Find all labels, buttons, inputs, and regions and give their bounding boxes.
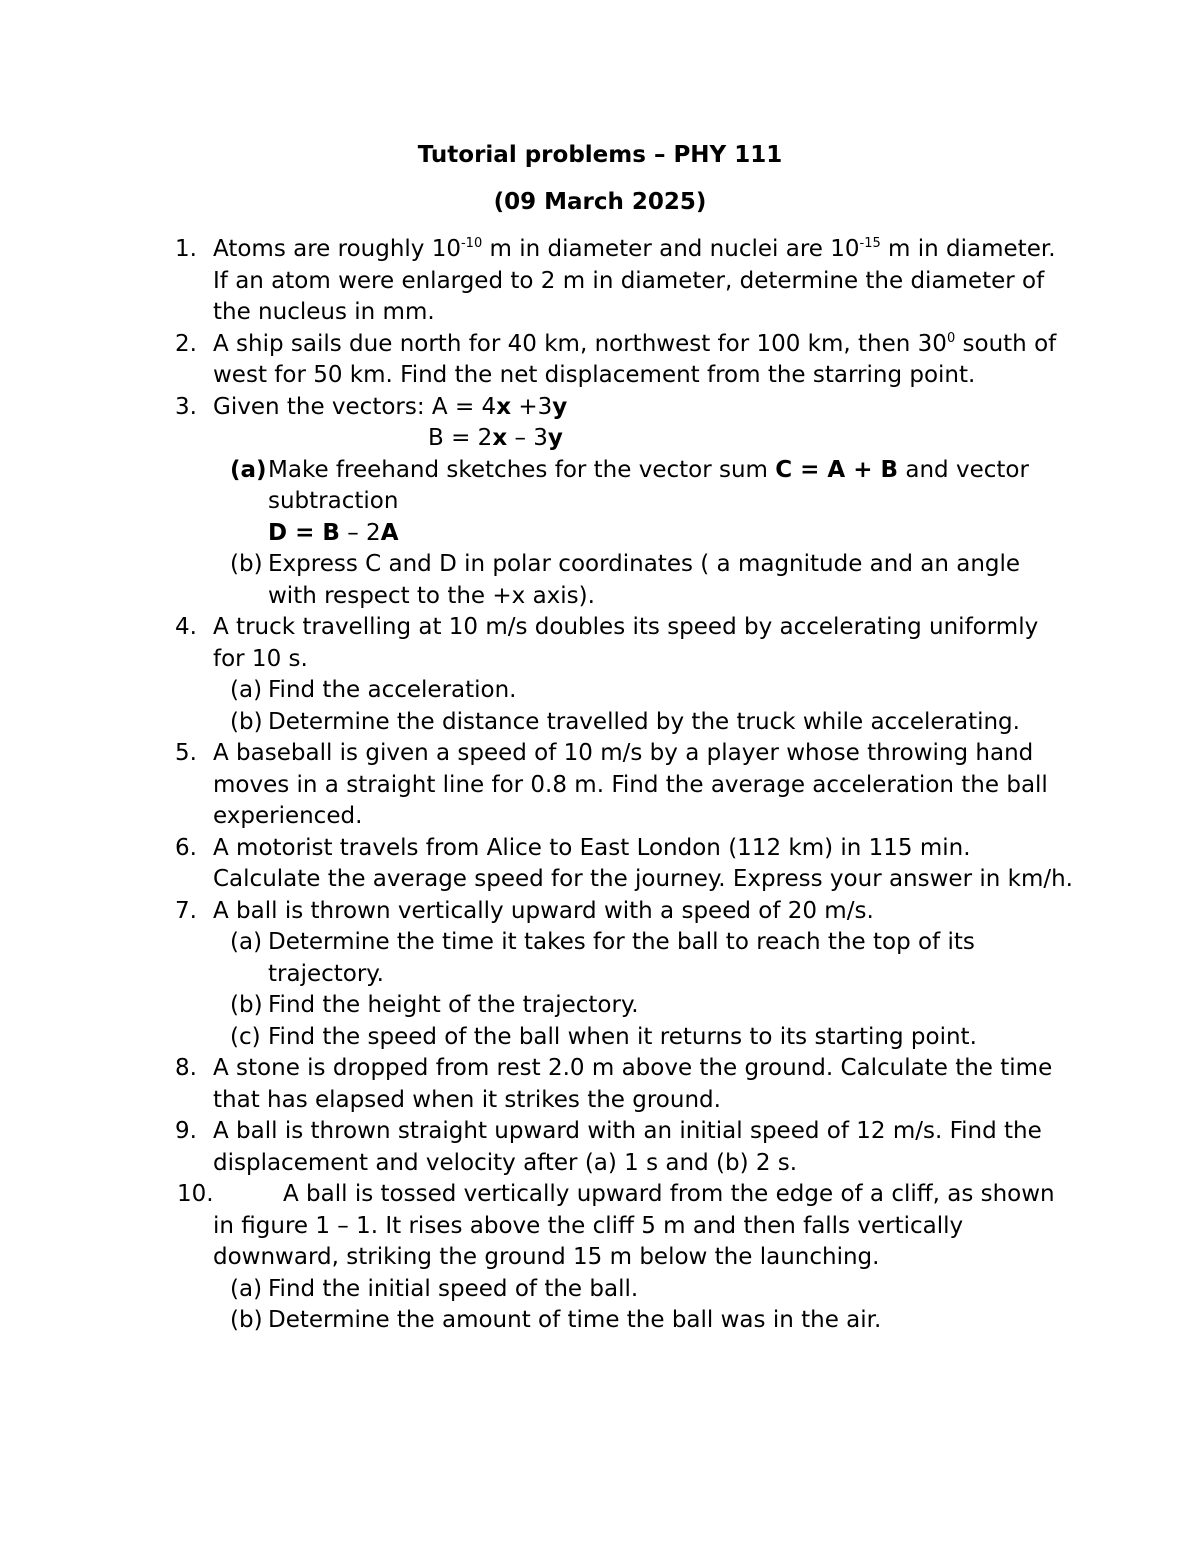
subpart-label: (a): [230, 456, 267, 483]
problem-text: A stone is dropped from rest 2.0 m above the ground. Calculate the time that has elapsed when it strikes the ground.: [213, 1055, 1053, 1113]
problem-10a: [230, 1274, 1073, 1306]
problem-4: [175, 612, 1073, 675]
subpart-label: (a): [230, 929, 263, 955]
exponent: -15: [859, 236, 881, 251]
problem-text: m in diameter. If an atom were enlarged to 2 m in diameter, determine the diameter of the nucleus in mm.: [213, 236, 1056, 325]
problem-number: 2.: [175, 330, 197, 357]
subpart-label: (c): [230, 1023, 261, 1050]
subpart-label: (a): [230, 677, 263, 703]
subpart-label: (b): [230, 992, 263, 1018]
problem-number: 3.: [175, 393, 197, 420]
problem-text: Atoms are roughly 10: [213, 236, 461, 262]
subpart-text: Make freehand sketches for the vector sum C = A + B and vector subtraction D = B – 2A: [268, 456, 1029, 546]
problem-text: A ball is thrown vertically upward with a speed of 20 m/s.: [213, 897, 874, 924]
problem-4a: [230, 675, 1073, 707]
problem-text: A motorist travels from Alice to East London (112 km) in 115 min. Calculate the average speed for the journey. Express your answer in km/h.: [213, 834, 1073, 892]
subpart-text: Find the acceleration.: [268, 677, 517, 703]
vector-a-definition: Given the vectors: A = 4x +3y: [213, 393, 568, 420]
degree-superscript: 0: [946, 330, 956, 346]
problem-7: [175, 896, 1073, 928]
problem-2: [175, 329, 1073, 392]
problem-7b: [230, 990, 1073, 1022]
problem-5: [175, 738, 1073, 833]
subpart-text: Find the speed of the ball when it returns to its starting point.: [268, 1023, 977, 1050]
problem-1: [175, 234, 1073, 329]
problem-number: 4.: [175, 614, 197, 640]
problem-list: [0, 234, 1200, 1337]
problem-number: 5.: [175, 740, 197, 766]
problem-number: 9.: [175, 1118, 197, 1144]
problem-text: A ball is thrown straight upward with an initial speed of 12 m/s. Find the displacement and velocity after (a) 1 s and (b) 2 s.: [213, 1118, 1042, 1176]
problem-3a: [230, 455, 1073, 550]
page-title: Tutorial problems – PHY 111: [417, 142, 783, 168]
subpart-label: (a): [230, 1275, 263, 1302]
subpart-text: Determine the time it takes for the ball to reach the top of its trajectory.: [268, 929, 975, 987]
problem-8: [175, 1053, 1073, 1116]
problem-text: A baseball is given a speed of 10 m/s by a player whose throwing hand moves in a straight line for 0.8 m. Find the average acceleration the ball experienced.: [213, 740, 1048, 829]
problem-text: A ball is tossed vertically upward from the edge of a cliff, as shown in figure 1 – 1. It rises above the cliff 5 m and then falls vertically downward, striking the ground 15 m below the launching.: [213, 1181, 1055, 1270]
problem-7c: [230, 1022, 1073, 1054]
problem-number: 6.: [175, 834, 197, 861]
problem-9: [175, 1116, 1073, 1179]
subpart-label: (b): [230, 708, 263, 735]
problem-3: [175, 392, 1073, 424]
problem-7a: [230, 927, 1073, 990]
problem-3b: [230, 549, 1073, 612]
exponent: -10: [460, 236, 483, 251]
problem-number: 1.: [175, 236, 197, 262]
problem-text: south of west for 50 km. Find the net displacement from the starring point.: [213, 330, 1057, 388]
subpart-text: Determine the distance travelled by the truck while accelerating.: [268, 708, 1020, 735]
problem-text: m in diameter and nuclei are 10: [482, 236, 860, 262]
problem-3-line-2: [213, 423, 1073, 455]
problem-10b: [230, 1305, 1073, 1337]
problem-number: 8.: [175, 1055, 197, 1081]
vector-b-definition: B = 2x – 3y: [428, 425, 563, 451]
subpart-text: Express C and D in polar coordinates ( a magnitude and an angle with respect to the +x axis).: [268, 551, 1021, 609]
subpart-text: Determine the amount of time the ball was in the air.: [268, 1307, 882, 1333]
subpart-text: Find the height of the trajectory.: [268, 992, 639, 1018]
subpart-label: (b): [230, 1307, 263, 1333]
problem-number: 10.: [177, 1181, 214, 1207]
problem-number: 7.: [175, 897, 197, 924]
problem-10: [177, 1179, 1073, 1274]
subpart-text: Find the initial speed of the ball.: [268, 1275, 639, 1302]
problem-6: [175, 833, 1073, 896]
page-date: (09 March 2025): [493, 189, 707, 215]
problem-text: A ship sails due north for 40 km, northwest for 100 km, then 30: [213, 330, 947, 357]
subpart-label: (b): [230, 551, 263, 577]
problem-4b: [230, 707, 1073, 739]
problem-text: A truck travelling at 10 m/s doubles its speed by accelerating uniformly for 10 s.: [213, 614, 1039, 672]
